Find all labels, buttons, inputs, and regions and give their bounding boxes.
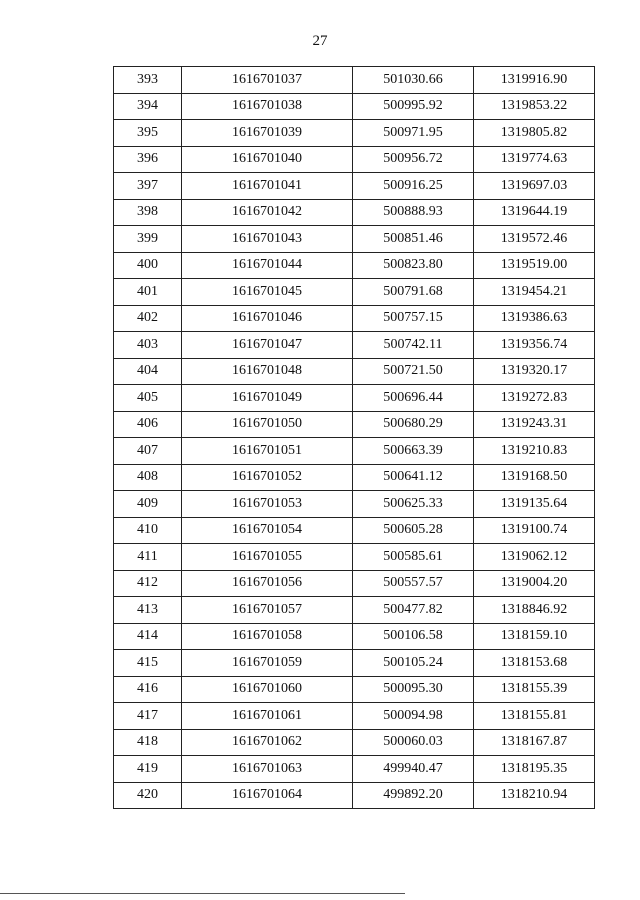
table-row [114, 93, 595, 120]
point-id-cell: 1616701057 [182, 597, 353, 624]
x-coordinate-cell: 500823.80 [353, 252, 474, 279]
point-index-cell: 399 [114, 226, 182, 253]
point-id-cell: 1616701046 [182, 305, 353, 332]
x-coordinate-cell: 500641.12 [353, 464, 474, 491]
y-coordinate-cell: 1318167.87 [474, 729, 595, 756]
point-index-cell: 398 [114, 199, 182, 226]
x-coordinate-cell: 500605.28 [353, 517, 474, 544]
x-coordinate-cell: 500680.29 [353, 411, 474, 438]
y-coordinate-cell: 1319004.20 [474, 570, 595, 597]
y-coordinate-cell: 1319100.74 [474, 517, 595, 544]
table-row [114, 120, 595, 147]
point-id-cell: 1616701064 [182, 782, 353, 809]
x-coordinate-cell: 500585.61 [353, 544, 474, 571]
x-coordinate-cell: 500477.82 [353, 597, 474, 624]
x-coordinate-cell: 500625.33 [353, 491, 474, 518]
y-coordinate-cell: 1319272.83 [474, 385, 595, 412]
point-index-cell: 396 [114, 146, 182, 173]
y-coordinate-cell: 1319243.31 [474, 411, 595, 438]
point-id-cell: 1616701052 [182, 464, 353, 491]
y-coordinate-cell: 1319135.64 [474, 491, 595, 518]
point-index-cell: 415 [114, 650, 182, 677]
x-coordinate-cell: 500757.15 [353, 305, 474, 332]
point-id-cell: 1616701058 [182, 623, 353, 650]
table-row [114, 703, 595, 730]
x-coordinate-cell: 499892.20 [353, 782, 474, 809]
table-row [114, 385, 595, 412]
table-row [114, 67, 595, 94]
table-row [114, 517, 595, 544]
y-coordinate-cell: 1318155.39 [474, 676, 595, 703]
x-coordinate-cell: 500095.30 [353, 676, 474, 703]
y-coordinate-cell: 1319519.00 [474, 252, 595, 279]
table-row [114, 279, 595, 306]
point-id-cell: 1616701049 [182, 385, 353, 412]
y-coordinate-cell: 1318159.10 [474, 623, 595, 650]
table-row [114, 438, 595, 465]
point-id-cell: 1616701042 [182, 199, 353, 226]
point-id-cell: 1616701048 [182, 358, 353, 385]
point-index-cell: 397 [114, 173, 182, 200]
point-index-cell: 409 [114, 491, 182, 518]
table-row [114, 146, 595, 173]
x-coordinate-cell: 500663.39 [353, 438, 474, 465]
y-coordinate-cell: 1319853.22 [474, 93, 595, 120]
table-row [114, 358, 595, 385]
point-id-cell: 1616701039 [182, 120, 353, 147]
y-coordinate-cell: 1319320.17 [474, 358, 595, 385]
point-index-cell: 410 [114, 517, 182, 544]
x-coordinate-cell: 500888.93 [353, 199, 474, 226]
table-row [114, 676, 595, 703]
x-coordinate-cell: 501030.66 [353, 67, 474, 94]
y-coordinate-cell: 1319805.82 [474, 120, 595, 147]
x-coordinate-cell: 499940.47 [353, 756, 474, 783]
point-id-cell: 1616701038 [182, 93, 353, 120]
point-index-cell: 406 [114, 411, 182, 438]
table-row [114, 756, 595, 783]
x-coordinate-cell: 500851.46 [353, 226, 474, 253]
table-row [114, 570, 595, 597]
table-row [114, 411, 595, 438]
y-coordinate-cell: 1319454.21 [474, 279, 595, 306]
table-row [114, 464, 595, 491]
x-coordinate-cell: 500971.95 [353, 120, 474, 147]
point-index-cell: 411 [114, 544, 182, 571]
table-row [114, 226, 595, 253]
y-coordinate-cell: 1318846.92 [474, 597, 595, 624]
point-index-cell: 412 [114, 570, 182, 597]
point-index-cell: 414 [114, 623, 182, 650]
point-id-cell: 1616701062 [182, 729, 353, 756]
table-row [114, 491, 595, 518]
point-index-cell: 404 [114, 358, 182, 385]
point-id-cell: 1616701047 [182, 332, 353, 359]
point-id-cell: 1616701041 [182, 173, 353, 200]
y-coordinate-cell: 1318210.94 [474, 782, 595, 809]
point-id-cell: 1616701040 [182, 146, 353, 173]
y-coordinate-cell: 1319210.83 [474, 438, 595, 465]
table-row [114, 305, 595, 332]
point-id-cell: 1616701063 [182, 756, 353, 783]
point-index-cell: 420 [114, 782, 182, 809]
point-index-cell: 407 [114, 438, 182, 465]
table-row [114, 544, 595, 571]
y-coordinate-cell: 1319572.46 [474, 226, 595, 253]
x-coordinate-cell: 500742.11 [353, 332, 474, 359]
y-coordinate-cell: 1319062.12 [474, 544, 595, 571]
point-index-cell: 408 [114, 464, 182, 491]
table-row [114, 782, 595, 809]
y-coordinate-cell: 1318155.81 [474, 703, 595, 730]
bottom-divider [0, 893, 405, 894]
coordinates-table [113, 66, 595, 809]
x-coordinate-cell: 500916.25 [353, 173, 474, 200]
y-coordinate-cell: 1318195.35 [474, 756, 595, 783]
point-index-cell: 413 [114, 597, 182, 624]
point-index-cell: 417 [114, 703, 182, 730]
point-index-cell: 400 [114, 252, 182, 279]
x-coordinate-cell: 500060.03 [353, 729, 474, 756]
point-id-cell: 1616701061 [182, 703, 353, 730]
point-index-cell: 419 [114, 756, 182, 783]
x-coordinate-cell: 500956.72 [353, 146, 474, 173]
x-coordinate-cell: 500105.24 [353, 650, 474, 677]
point-id-cell: 1616701055 [182, 544, 353, 571]
x-coordinate-cell: 500106.58 [353, 623, 474, 650]
point-id-cell: 1616701054 [182, 517, 353, 544]
table-row [114, 252, 595, 279]
y-coordinate-cell: 1319644.19 [474, 199, 595, 226]
table-row [114, 623, 595, 650]
point-index-cell: 402 [114, 305, 182, 332]
point-id-cell: 1616701060 [182, 676, 353, 703]
table-row [114, 173, 595, 200]
point-id-cell: 1616701045 [182, 279, 353, 306]
x-coordinate-cell: 500721.50 [353, 358, 474, 385]
table-row [114, 199, 595, 226]
point-index-cell: 395 [114, 120, 182, 147]
point-index-cell: 393 [114, 67, 182, 94]
y-coordinate-cell: 1319168.50 [474, 464, 595, 491]
point-id-cell: 1616701053 [182, 491, 353, 518]
page-number: 27 [312, 33, 328, 49]
x-coordinate-cell: 500094.98 [353, 703, 474, 730]
point-index-cell: 394 [114, 93, 182, 120]
point-id-cell: 1616701037 [182, 67, 353, 94]
table-row [114, 332, 595, 359]
y-coordinate-cell: 1319774.63 [474, 146, 595, 173]
point-id-cell: 1616701044 [182, 252, 353, 279]
y-coordinate-cell: 1319916.90 [474, 67, 595, 94]
x-coordinate-cell: 500791.68 [353, 279, 474, 306]
point-index-cell: 405 [114, 385, 182, 412]
point-id-cell: 1616701056 [182, 570, 353, 597]
y-coordinate-cell: 1319697.03 [474, 173, 595, 200]
y-coordinate-cell: 1319386.63 [474, 305, 595, 332]
table-row [114, 597, 595, 624]
y-coordinate-cell: 1319356.74 [474, 332, 595, 359]
x-coordinate-cell: 500995.92 [353, 93, 474, 120]
point-id-cell: 1616701051 [182, 438, 353, 465]
table-row [114, 729, 595, 756]
point-id-cell: 1616701059 [182, 650, 353, 677]
point-index-cell: 416 [114, 676, 182, 703]
point-id-cell: 1616701043 [182, 226, 353, 253]
y-coordinate-cell: 1318153.68 [474, 650, 595, 677]
point-index-cell: 418 [114, 729, 182, 756]
coordinates-table-body [114, 67, 595, 809]
x-coordinate-cell: 500696.44 [353, 385, 474, 412]
point-index-cell: 403 [114, 332, 182, 359]
x-coordinate-cell: 500557.57 [353, 570, 474, 597]
table-row [114, 650, 595, 677]
point-id-cell: 1616701050 [182, 411, 353, 438]
point-index-cell: 401 [114, 279, 182, 306]
